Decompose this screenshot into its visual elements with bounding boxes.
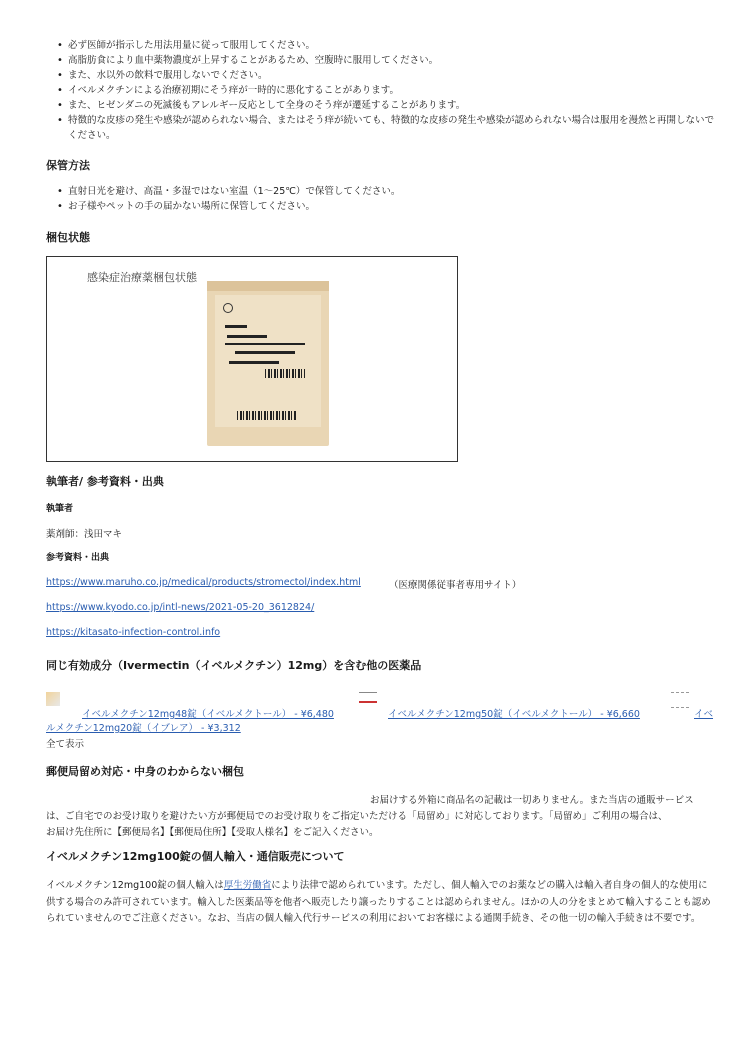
storage-heading: 保管方法 — [46, 159, 90, 172]
reference-link-note: （医療関係従事者専用サイト） — [389, 580, 522, 591]
label-logo-icon — [223, 303, 233, 313]
list-item: • また、水以外の飲料で服用しないでください。 — [54, 68, 714, 83]
mail-text-line: は、ご自宅でのお受け取りを避けたい方が郵便局でのお受け取りをご指定いただける「局留め」に対応しております。「局留め」ご利用の場合は、 — [46, 811, 668, 822]
list-item: • お子様やペットの手の届かない場所に保管してください。 — [54, 199, 714, 214]
show-all-link[interactable]: 全て表示 — [46, 739, 85, 750]
box-tape — [207, 281, 329, 291]
import-section-text — [46, 878, 716, 928]
redacted-mark — [227, 335, 267, 338]
reference-link-maruho[interactable]: https://www.maruho.co.jp/medical/products/stromectol/index.html — [46, 577, 361, 588]
list-item: • また、ヒゼンダニの死滅後もアレルギー反応として全身のそう痒が遷延することがあります。 — [54, 98, 714, 113]
list-item: • 直射日光を避け、高温・多湿ではない室温（1〜25℃）で保管してください。 — [54, 184, 714, 199]
package-heading: 梱包状態 — [46, 231, 90, 244]
references-label: 参考資料・出典 — [46, 553, 110, 563]
product-thumbnail[interactable] — [359, 692, 377, 703]
mail-text-line: お届けする外箱に商品名の記載は一切ありません。また当店の通販サービス — [370, 795, 694, 806]
author-label: 執筆者 — [46, 504, 74, 514]
list-item: • 必ず医師が指示した用法用量に従って服用してください。 — [54, 38, 714, 53]
related-product-link[interactable]: ルメクチン12mg20錠（イブレア） - ¥3,312 — [46, 723, 241, 734]
mail-section-heading: 郵便局留め対応・中身のわからない梱包 — [46, 765, 244, 778]
mail-text-line: お届け先住所に【郵便局名】【郵便局住所】【受取人様名】をご記入ください。 — [46, 827, 379, 838]
related-products-heading: 同じ有効成分（Ivermectin（イベルメクチン）12mg）を含む他の医薬品 — [46, 659, 422, 672]
package-box-photo — [207, 281, 329, 446]
usage-notes-list — [54, 38, 714, 143]
import-section-heading: イベルメクチン12mg100錠の個人輸入・通信販売について — [46, 850, 345, 863]
list-item: • イベルメクチンによる治療初期にそう痒が一時的に悪化することがあります。 — [54, 83, 714, 98]
package-image-frame — [46, 256, 458, 462]
related-product-link[interactable]: イベルメクチン12mg48錠（イベルメクトール） - ¥6,480 — [82, 709, 334, 720]
redacted-mark — [225, 343, 305, 345]
reference-link-kitasato[interactable]: https://kitasato-infection-control.info — [46, 627, 221, 638]
usage-notes — [54, 38, 714, 143]
author-name: 薬剤師：浅田マキ — [46, 529, 123, 540]
reference-link-kyodo[interactable]: https://www.kyodo.co.jp/intl-news/2021-05-20_3612824/ — [46, 602, 315, 613]
import-text-part: イベルメクチン12mg100錠の個人輸入は — [46, 880, 224, 891]
package-caption: 感染症治療薬梱包状態 — [87, 271, 197, 284]
redacted-mark — [225, 325, 247, 328]
related-product-link[interactable]: イベ — [694, 709, 714, 720]
product-thumbnail[interactable] — [671, 692, 689, 708]
storage-list — [54, 184, 714, 214]
product-thumbnail[interactable] — [46, 692, 60, 706]
mail-section-text — [46, 793, 716, 841]
barcode — [265, 369, 305, 378]
related-product-link[interactable]: イベルメクチン12mg50錠（イベルメクトール） - ¥6,660 — [388, 709, 640, 720]
list-item: • 特徴的な皮疹の発生や感染が認められない場合、またはそう痒が続いても、特徴的な皮疹の発生や感染が認められない場合は服用を漫然と再開しないでください。 — [54, 113, 714, 143]
barcode — [237, 411, 297, 420]
shipping-label — [215, 295, 321, 427]
redacted-mark — [235, 351, 295, 354]
mhlw-link[interactable]: 厚生労働省 — [223, 880, 272, 891]
list-item: • 高脂肪食により血中薬物濃度が上昇することがあるため、空腹時に服用してください。 — [54, 53, 714, 68]
author-section-heading: 執筆者/ 参考資料・出典 — [46, 475, 164, 488]
redacted-mark — [229, 361, 279, 364]
import-text-part: により法律で認められています。ただし、個人輸入でのお薬などの購入は輸入者自身の個人的な使用に供する場合のみ許可されています。輸入した医薬品等を他者へ販売したり譲ったりすることは認められません。ほかの人の分をまとめて輸入することも認められていませんのでご注意ください。なお、当店の個人輸入代行サービスの利用においてお客様による通関手続き、その他一切の輸入手続きは不要です。 — [46, 880, 711, 924]
storage-section — [54, 184, 714, 214]
